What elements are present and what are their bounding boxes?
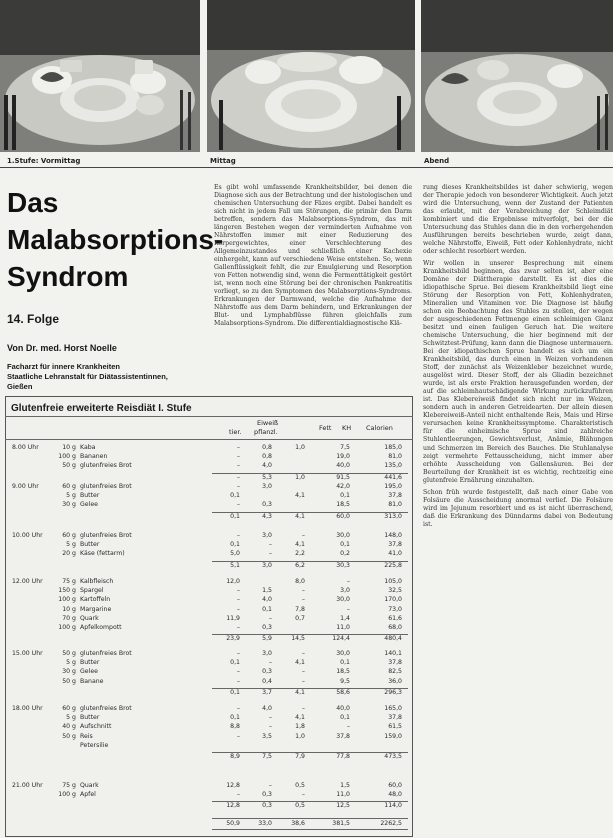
nutrient-value: 48,0 xyxy=(388,791,402,799)
table-title: Glutenfreie erweiterte Reisdiät I. Stufe xyxy=(11,403,192,414)
nutrient-value: – xyxy=(301,587,305,595)
food-item: Margarine xyxy=(80,605,112,613)
nutrient-value: 18,5 xyxy=(336,668,350,676)
food-quantity: 20 g xyxy=(62,550,76,558)
nutrient-value: – xyxy=(301,650,305,657)
nutrient-value: – xyxy=(236,605,240,613)
food-item: Kartoffeln xyxy=(80,596,111,604)
nutrient-value: – xyxy=(301,677,305,685)
subtotal-value: 124,4 xyxy=(332,635,350,643)
nutrient-value: – xyxy=(301,532,305,539)
food-item: glutenfreies Brot xyxy=(80,705,132,712)
food-item: glutenfreies Brot xyxy=(80,462,132,470)
header-kh: KH xyxy=(342,424,352,432)
nutrient-value: 36,0 xyxy=(388,677,402,685)
nutrient-value: 170,0 xyxy=(384,596,402,604)
nutrient-value: 140,1 xyxy=(384,650,402,657)
nutrient-value: 41,0 xyxy=(388,550,402,558)
lunch-photo xyxy=(207,0,415,152)
nutrient-value: 61,6 xyxy=(388,614,402,622)
subtotal-value: 77,8 xyxy=(336,753,350,760)
body-column-right xyxy=(423,184,613,838)
nutrient-value: – xyxy=(268,782,272,789)
nutrient-value: 0,8 xyxy=(262,444,272,451)
nutrient-value: 30,0 xyxy=(336,596,350,604)
nutrient-value: – xyxy=(301,668,305,676)
meal-time: 12.00 Uhr xyxy=(12,578,43,585)
grand-total-value: 381,5 xyxy=(332,820,350,827)
nutrient-value: 4,1 xyxy=(295,714,305,722)
nutrient-value: – xyxy=(268,541,272,549)
subtotal-value: 6,2 xyxy=(295,561,305,569)
subtotal-value: 5,1 xyxy=(230,561,240,569)
subtotal-value: 0,1 xyxy=(230,688,240,696)
nutrient-value: 0,5 xyxy=(295,782,305,789)
nutrient-value: 12,0 xyxy=(226,578,240,585)
food-quantity: 100 g xyxy=(58,453,76,461)
nutrient-value: 1,0 xyxy=(295,732,305,740)
nutrient-value: 4,1 xyxy=(295,659,305,667)
subtotal-value: 58,6 xyxy=(336,688,350,696)
meal-time: 10.00 Uhr xyxy=(12,532,43,539)
table-rule xyxy=(212,818,408,819)
subtotal-value: 30,3 xyxy=(336,561,350,569)
nutrient-value: 0,3 xyxy=(262,501,272,509)
food-item: Bananen xyxy=(80,453,108,461)
nutrient-value: – xyxy=(236,624,240,631)
subtotal-value: 4,3 xyxy=(262,512,272,520)
affiliation-line: Facharzt für innere Krankheiten xyxy=(7,362,120,371)
nutrient-value: 32,5 xyxy=(388,587,402,595)
nutrient-value: – xyxy=(236,462,240,470)
subtotal-value: 4,1 xyxy=(295,688,305,696)
nutrient-value: 1,0 xyxy=(295,444,305,451)
food-quantity: 30 g xyxy=(62,668,76,676)
caption-noon: Mittag xyxy=(210,157,236,165)
nutrient-value: 0,3 xyxy=(262,624,272,631)
nutrient-value: 0,1 xyxy=(340,541,350,549)
body-column-middle xyxy=(214,184,412,336)
subtotal-value: 91,5 xyxy=(336,473,350,481)
nutrient-value: – xyxy=(268,659,272,667)
subtotal-value: – xyxy=(236,473,240,481)
food-quantity: 10 g xyxy=(62,444,76,451)
food-quantity: 70 g xyxy=(62,614,76,622)
nutrient-value: 37,8 xyxy=(388,659,402,667)
nutrient-value: 1,5 xyxy=(340,782,350,789)
nutrient-value: 165,0 xyxy=(384,705,402,712)
breakfast-photo xyxy=(0,0,200,152)
nutrient-value: – xyxy=(236,587,240,595)
nutrient-value: 0,1 xyxy=(262,605,272,613)
food-quantity: 50 g xyxy=(62,650,76,657)
nutrient-value: 0,1 xyxy=(230,541,240,549)
nutrient-value: 4,0 xyxy=(262,596,272,604)
table-rule xyxy=(5,416,413,417)
nutrient-value: 4,1 xyxy=(295,541,305,549)
body-paragraph: Wir wollen in unserer Besprechung mit einem Krankheitsbild beginnen, das zwar selten ist, aber eine Domäne der Diättherapie darstellt. Es ist dies die idiopathische Sprue. Bei diesem Krankheitsbild liegt eine Störung der Resorption von Fett, Kohlenhydraten, Mineralien und Vitaminen vor. Die Diagnose ist häufig schon ein Beobachtung des Stuhles zu stellen, der wegen der ausgeschiedenen Fettmenge einen schleimigen Glanz besitzt und einen fauligen Geruch hat. Die weitere chemische Untersuchung, die hier beginnend mit der Schwitztest-Prüfung, kann dann die Diagnose untermauern. Bei der idiopathischen Sprue handelt es sich um ein Krankheitsbild, das durch einen in Weizen vorhandenen Stoff, der zunächst als Weizenkleber bezeichnet wurde, ausgelöst wird. Dieser Stoff, der als Gliadin bezeichnet wurde, ist als erste Fraktion herausgefunden worden, der auf die schleimhautschädigende Wirkung zurückzuführen ist. Das Klebereiweiß findet sich nicht nur im Weizen, sondern auch in anderen Getreidearten. Der allein diesen Klebereiweiß-Anteil nicht enthaltende Reis, Mais und Hirse verursachen keine Krankheitssymptome. Charakteristisch für die einheimische Sprue sind zahlreiche Stuhlentleerungen, Gewichtsverlust, Anämie, Blähungen und Schmerzen im Bereich des Bauches. Die Stuhlanalyse zeigt vermehrte Fettausscheidung, nicht immer aber erhöhte Ausscheidung von Gallensäuren. Bei der Beurteilung der Krankheit ist es wichtig, rechtzeitig eine glutenfreie Ernährung einzuhalten. xyxy=(423,260,613,484)
dinner-photo xyxy=(421,0,613,152)
header-eiweiss: Eiweiß xyxy=(257,419,279,427)
subtotal-value: 4,1 xyxy=(295,512,305,520)
food-quantity: 75 g xyxy=(62,578,76,585)
meal-time: 15.00 Uhr xyxy=(12,650,43,657)
body-paragraph: Es gibt wohl umfassende Krankheitsbilder, bei denen die Diagnose sich aus der Betrachtung und der histologischen und chemischen Untersuchung der Fäzes ergibt. Dabei handelt es sich nicht in jedem Fall um Störungen, die primär den Darm betreffen, sondern das Malabsorptions-Syndrom, das mit längeren Bestehen wegen der verminderten Aufnahme von Nährstoffen immer mit einer Reduzierung des Körpergewichtes, einer Verschlechterung des Allgemeinzustandes und schließlich einer Kachexie einhergeht, kann auf verschiedene Weise entstehen. So, wenn Gallenflüssigkeit fehlt, die zur Emulgierung und Resorption von Fetten notwendig sind, wenn die Fermenttätigkeit gestört ist, wenn noch eine Störung bei der chronischen Pankreatitis vorliegt, so zu den Symptomen des Malabsorptions-Syndroms. Erkrankungen der Darmwand, welche die Aufnahme der Nährstoffe aus dem Darm behindern, und Erkrankungen der Blut- und Lymphabflüsse führen gleichfalls zum Malabsorptions-Syndrom. Die differentialdiagnostische Klä- xyxy=(214,184,412,328)
meal-time: 18.00 Uhr xyxy=(12,705,43,712)
nutrient-value: 3,0 xyxy=(262,532,272,539)
article-title-line: Syndrom xyxy=(7,261,129,292)
grand-total-value: 50,9 xyxy=(226,820,240,827)
article-title-line: Malabsorptions- xyxy=(7,224,224,255)
subtotal-value: 3,0 xyxy=(262,561,272,569)
food-item: Butter xyxy=(80,541,100,549)
nutrient-value: 1,5 xyxy=(262,587,272,595)
nutrient-value: 148,0 xyxy=(384,532,402,539)
nutrient-value: 11,0 xyxy=(336,791,350,799)
nutrient-value: – xyxy=(268,723,272,731)
nutrient-value: – xyxy=(301,596,305,604)
nutrient-value: 1,8 xyxy=(295,723,305,731)
nutrient-value: 37,8 xyxy=(388,714,402,722)
nutrient-value: – xyxy=(236,596,240,604)
food-quantity: 40 g xyxy=(62,723,76,731)
food-item: glutenfreies Brot xyxy=(80,650,132,657)
food-quantity: 10 g xyxy=(62,605,76,613)
subtotal-value: 0,1 xyxy=(230,512,240,520)
subtotal-value: 0,3 xyxy=(262,802,272,810)
subtotal-value: 8,9 xyxy=(230,753,240,760)
nutrient-value: 0,1 xyxy=(340,714,350,722)
header-tier: tier. xyxy=(229,428,242,436)
body-paragraph: Schon früh wurde festgestellt, daß nach einer Gabe von Folsäure die Ausscheidung anormal verlief. Die Folsäure wird im Jejunum resorbiert und es ist nicht überraschend, daß die Erkrankung des Dünndarms dabei von Bedeutung ist. xyxy=(423,488,613,528)
food-item: Spargel xyxy=(80,587,104,595)
affiliation-line: Staatliche Lehranstalt für Diätassistentinnen, xyxy=(7,372,168,381)
subtotal-value: 12,8 xyxy=(226,802,240,810)
food-quantity: 100 g xyxy=(58,596,76,604)
food-item: Kaba xyxy=(80,444,96,451)
subtotal-value: 441,6 xyxy=(384,473,402,481)
food-item: Käse (fettarm) xyxy=(80,550,125,558)
subtotal-value: 3,7 xyxy=(262,688,272,696)
nutrient-value: 42,0 xyxy=(336,483,350,490)
subtotal-value: 5,9 xyxy=(262,635,272,643)
author-line: Von Dr. med. Horst Noelle xyxy=(7,343,117,353)
food-item: Reis xyxy=(80,732,93,740)
food-quantity: 5 g xyxy=(66,492,76,500)
nutrient-value: 37,8 xyxy=(336,732,350,740)
nutrient-value: 5,0 xyxy=(230,550,240,558)
nutrient-value: – xyxy=(236,650,240,657)
food-item: Apfelkompott xyxy=(80,624,122,631)
nutrient-value: 0,2 xyxy=(340,550,350,558)
nutrient-value: 195,0 xyxy=(384,483,402,490)
meal-time: 21.00 Uhr xyxy=(12,782,43,789)
nutrient-value: – xyxy=(236,453,240,461)
subtotal-value: 14,5 xyxy=(291,635,305,643)
nutrient-value: 0,1 xyxy=(230,714,240,722)
nutrient-value: – xyxy=(236,732,240,740)
food-item: glutenfreies Brot xyxy=(80,483,132,490)
nutrient-value: 3,0 xyxy=(262,483,272,490)
food-quantity: 100 g xyxy=(58,624,76,631)
nutrient-value: 1,4 xyxy=(340,614,350,622)
food-quantity: 50 g xyxy=(62,732,76,740)
header-calorien: Calorien xyxy=(366,424,393,432)
table-rule xyxy=(212,829,408,830)
meal-time: 9.00 Uhr xyxy=(12,483,39,490)
nutrient-value: 7,5 xyxy=(340,444,350,451)
nutrient-value: 11,0 xyxy=(336,624,350,631)
nutrient-value: – xyxy=(301,705,305,712)
nutrient-value: 3,5 xyxy=(262,732,272,740)
nutrient-value: 4,0 xyxy=(262,462,272,470)
food-item: Apfel xyxy=(80,791,96,799)
nutrient-value: 8,0 xyxy=(295,578,305,585)
nutrient-value: – xyxy=(236,501,240,509)
header-fett: Fett xyxy=(319,424,332,432)
food-quantity: 150 g xyxy=(58,587,76,595)
subtotal-value: 7,5 xyxy=(262,753,272,760)
nutrient-value: 68,0 xyxy=(388,624,402,631)
nutrient-value: 81,0 xyxy=(388,453,402,461)
nutrient-value: 0,8 xyxy=(262,453,272,461)
nutrient-value: – xyxy=(346,723,350,731)
subtotal-value: 7,9 xyxy=(295,753,305,760)
nutrient-value: 19,0 xyxy=(336,453,350,461)
nutrient-value: 0,4 xyxy=(262,677,272,685)
food-quantity: 5 g xyxy=(66,659,76,667)
nutrient-value: 0,3 xyxy=(262,791,272,799)
subtotal-value: 0,5 xyxy=(295,802,305,810)
nutrient-value: 30,0 xyxy=(336,532,350,539)
nutrient-value: 4,1 xyxy=(295,492,305,500)
nutrient-value: – xyxy=(236,444,240,451)
nutrient-value: 8,8 xyxy=(230,723,240,731)
meal-time: 8.00 Uhr xyxy=(12,444,39,451)
divider-rule xyxy=(0,167,613,168)
nutrient-value: 135,0 xyxy=(384,462,402,470)
subtotal-value: 1,0 xyxy=(295,473,305,481)
subtotal-value: 473,5 xyxy=(384,753,402,760)
food-quantity: 60 g xyxy=(62,483,76,490)
nutrient-value: 37,8 xyxy=(388,541,402,549)
food-item: Butter xyxy=(80,492,100,500)
food-quantity: 75 g xyxy=(62,782,76,789)
header-pflanzl: pflanzl. xyxy=(254,428,278,436)
grand-total-value: 33,0 xyxy=(258,820,272,827)
food-item: Aufschnitt xyxy=(80,723,112,731)
nutrient-value: 0,3 xyxy=(262,668,272,676)
nutrient-value: 7,8 xyxy=(295,605,305,613)
food-item: Petersilie xyxy=(80,741,109,749)
nutrient-value: – xyxy=(268,614,272,622)
grand-total-value: 2262,5 xyxy=(380,820,402,827)
nutrient-value: 40,0 xyxy=(336,705,350,712)
subtotal-value: 313,0 xyxy=(384,512,402,520)
food-item: Butter xyxy=(80,659,100,667)
food-item: Butter xyxy=(80,714,100,722)
subtotal-value: 225,8 xyxy=(384,561,402,569)
subtotal-value: 480,4 xyxy=(384,635,402,643)
food-quantity: 100 g xyxy=(58,791,76,799)
nutrient-value: 0,1 xyxy=(230,659,240,667)
table-rule xyxy=(5,439,413,440)
caption-evening: Abend xyxy=(424,157,450,165)
nutrient-value: 60,0 xyxy=(388,782,402,789)
nutrient-value: 12,8 xyxy=(226,782,240,789)
food-quantity: 50 g xyxy=(62,677,76,685)
food-item: glutenfreies Brot xyxy=(80,532,132,539)
food-quantity: 30 g xyxy=(62,501,76,509)
nutrient-value: 9,5 xyxy=(340,677,350,685)
nutrient-value: 40,0 xyxy=(336,462,350,470)
subtotal-value: 60,0 xyxy=(336,512,350,520)
nutrient-value: 105,0 xyxy=(384,578,402,585)
nutrient-value: – xyxy=(268,714,272,722)
food-item: Banane xyxy=(80,677,104,685)
nutrient-value: 82,5 xyxy=(388,668,402,676)
food-quantity: 5 g xyxy=(66,714,76,722)
food-item: Gelee xyxy=(80,501,98,509)
nutrient-value: 37,8 xyxy=(388,492,402,500)
grand-total-value: 38,6 xyxy=(291,820,305,827)
food-quantity: 5 g xyxy=(66,541,76,549)
nutrient-value: 0,1 xyxy=(340,659,350,667)
nutrient-value: – xyxy=(236,668,240,676)
food-item: Kalbfleisch xyxy=(80,578,114,585)
nutrient-value: 159,0 xyxy=(384,732,402,740)
nutrient-value: 185,0 xyxy=(384,444,402,451)
food-item: Quark xyxy=(80,614,99,622)
food-quantity: 50 g xyxy=(62,462,76,470)
nutrient-value: – xyxy=(346,605,350,613)
affiliation-line: Gießen xyxy=(7,382,33,391)
series-label: 14. Folge xyxy=(7,312,60,326)
subtotal-value: 23,9 xyxy=(226,635,240,643)
nutrient-value: – xyxy=(236,677,240,685)
nutrient-value: 61,5 xyxy=(388,723,402,731)
subtotal-value: 296,3 xyxy=(384,688,402,696)
article-title-line: Das xyxy=(7,187,59,218)
nutrient-value: – xyxy=(346,578,350,585)
nutrient-value: 73,0 xyxy=(388,605,402,613)
food-item: Quark xyxy=(80,782,99,789)
nutrient-value: – xyxy=(236,705,240,712)
nutrient-value: 0,1 xyxy=(340,492,350,500)
nutrient-value: 4,0 xyxy=(262,705,272,712)
nutrient-value: 18,5 xyxy=(336,501,350,509)
nutrient-value: – xyxy=(268,550,272,558)
food-quantity: 60 g xyxy=(62,705,76,712)
food-item: Gelee xyxy=(80,668,98,676)
nutrient-value: 3,0 xyxy=(262,650,272,657)
nutrient-value: 2,2 xyxy=(295,550,305,558)
nutrient-value: 0,7 xyxy=(295,614,305,622)
nutrient-value: 30,0 xyxy=(336,650,350,657)
subtotal-value: 12,5 xyxy=(336,802,350,810)
body-paragraph: rung dieses Krankheitsbildes ist daher schwierig, wegen der Therapie jedoch von besonderer Wichtigkeit. Auch jetzt wird die Untersuchung, wenn der Zustand der Patienten das erlaubt, mit der Verabreichung der Schleimdiät kombiniert und die Ergebnisse mitverfolgt, bei der die Untersuchung das Stuhles dann die in den vorhergehenden Ausführungen bereits beschrieben wurde, zeigt dann, welche Nährstoffe, Eiweiß, Fett oder Kohlenhydrate, nicht oder schlecht resorbiert werden. xyxy=(423,184,613,256)
nutrient-value: 3,0 xyxy=(340,587,350,595)
nutrient-value: – xyxy=(301,791,305,799)
subtotal-value: 5,3 xyxy=(262,473,272,481)
nutrient-value: – xyxy=(236,483,240,490)
food-quantity: 60 g xyxy=(62,532,76,539)
nutrient-value: 11,9 xyxy=(226,614,240,622)
nutrient-value: – xyxy=(236,532,240,539)
subtotal-value: 114,0 xyxy=(384,802,402,810)
caption-morning: 1.Stufe: Vormittag xyxy=(7,157,81,165)
nutrient-value: – xyxy=(236,791,240,799)
nutrient-value: 81,0 xyxy=(388,501,402,509)
nutrient-value: 0,1 xyxy=(230,492,240,500)
